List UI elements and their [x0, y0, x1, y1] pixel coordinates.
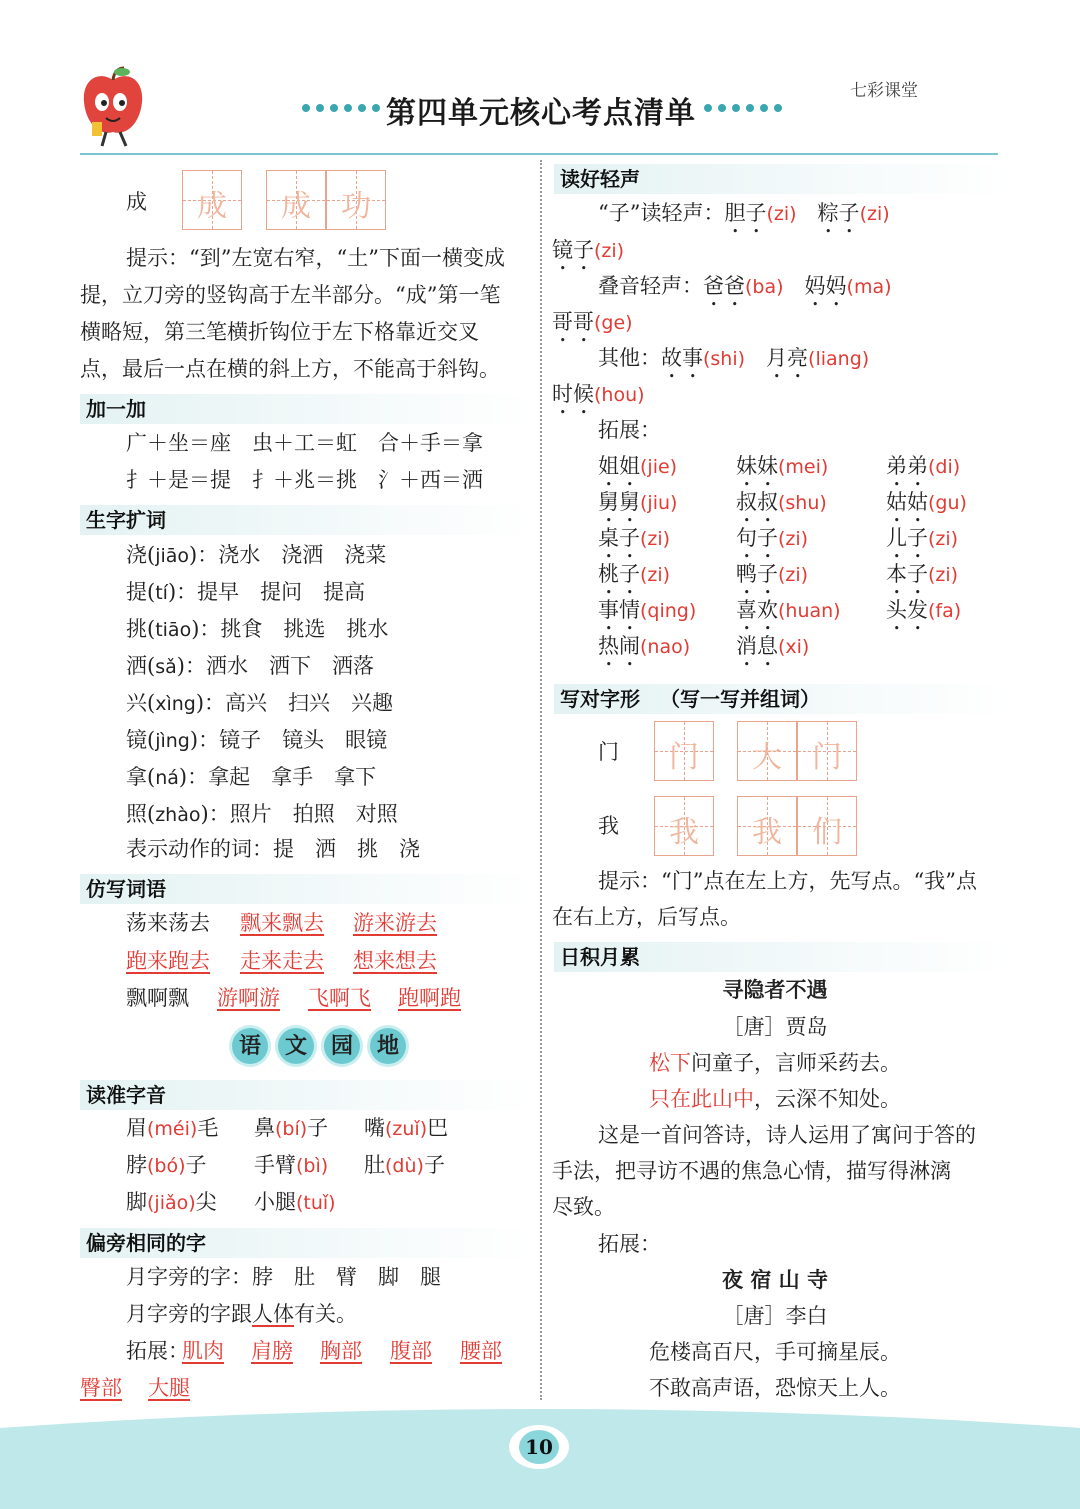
pinyin: (ge): [594, 312, 633, 334]
qingsheng-item: [886, 452, 960, 491]
phrase-answer: 走来走去: [240, 949, 324, 973]
extension-label: 拓展：: [598, 1232, 661, 1256]
section-header-duzhun: 读准字音: [80, 1080, 534, 1110]
words: 拿起 拿手 拿下: [208, 765, 377, 789]
banner-char: 地: [370, 1028, 406, 1064]
writing-grid-cell: 们: [797, 796, 857, 856]
char: 鼻: [254, 1116, 275, 1140]
pinyin: sǎ: [155, 656, 177, 678]
label: “子”读轻声：: [598, 201, 725, 225]
spacer: [745, 346, 766, 370]
paren: )：: [167, 580, 198, 604]
qingsheng-item: [598, 560, 670, 599]
qingsheng-line: [552, 308, 633, 347]
qingsheng-line: [552, 380, 645, 419]
extension-label: 拓展：: [126, 1339, 189, 1363]
char: 兴: [126, 691, 147, 715]
poem-line: 不敢高声语，恐惊天上人。: [649, 1376, 901, 1400]
char: 洒: [126, 654, 147, 678]
poem-author: ［唐］李白: [722, 1304, 828, 1328]
word: 胆子: [724, 201, 767, 225]
words: 洒水 洒下 洒落: [205, 654, 374, 678]
pinyin: (bí): [275, 1118, 308, 1140]
pinyin: (zi): [859, 203, 890, 225]
qingsheng-item: [598, 488, 677, 527]
char: 镜: [126, 728, 147, 752]
word: 爸爸: [703, 274, 745, 298]
char: 肚: [364, 1153, 385, 1177]
qingsheng-item: [736, 524, 808, 563]
tip-line: 提示：“到”左宽右窄，“土”下面一横变成: [126, 246, 505, 270]
words: 挑食 挑选 挑水: [220, 617, 389, 641]
qingsheng-item: [886, 524, 958, 563]
paren: )：: [189, 543, 219, 567]
qingsheng-item: [736, 560, 808, 599]
paren: (: [147, 543, 156, 567]
pinyin: xìng: [155, 693, 196, 715]
expand-word-row: [126, 689, 393, 718]
word: 事情: [598, 598, 640, 622]
spacer: [784, 274, 805, 298]
extension-word: 腰部: [460, 1339, 502, 1363]
char: 嘴: [364, 1116, 385, 1140]
pinyin: (xi): [778, 636, 810, 658]
word: 消息: [736, 634, 778, 658]
words: 镜子 镜头 眼镜: [219, 728, 388, 752]
extension-word: 臀部: [80, 1376, 122, 1400]
pinyin: (jiǎo): [147, 1192, 196, 1214]
radical-line: 月字旁的字：脖 肚 臂 脚 腿: [126, 1265, 441, 1289]
pinyin: (bì): [296, 1155, 329, 1177]
qingsheng-item: [598, 524, 670, 563]
pinyin: jiāo: [155, 545, 190, 567]
paren: )：: [195, 691, 226, 715]
writing-grid-cell: 我: [737, 796, 797, 856]
title-dots-left: [302, 104, 380, 114]
writing-char-wo: 我: [598, 814, 619, 838]
apple-mascot-icon: [78, 66, 148, 148]
section-header-zixing: 写对字形 （写一写并组词）: [554, 684, 1008, 714]
words: 照片 拍照 对照: [229, 802, 398, 826]
word: 妹妹: [736, 454, 778, 478]
tip-line: 提示：“门”点在左上方，先写点。“我”点: [598, 869, 977, 893]
word: 热闹: [598, 634, 640, 658]
title-dots-right: [704, 104, 782, 114]
pinyin: (tuǐ): [296, 1192, 336, 1214]
pinyin: (zi): [594, 240, 625, 262]
poem-title: 夜 宿 山 寺: [722, 1267, 828, 1292]
qingsheng-line: [598, 272, 892, 311]
pinyin: (fa): [928, 600, 962, 622]
paren: (: [147, 580, 156, 604]
char: 浇: [126, 543, 147, 567]
char: 脚: [126, 1190, 147, 1214]
word: 哥哥: [552, 310, 594, 334]
writing-grid-cell: 门: [797, 721, 857, 781]
word: 儿子: [886, 526, 928, 550]
qingsheng-line: [552, 236, 624, 275]
qingsheng-item: [886, 596, 961, 635]
writing-char-cheng: 成: [126, 190, 147, 214]
phrase-answer: 飘来飘去: [240, 911, 324, 935]
word: 时候: [552, 382, 594, 406]
poem-desc: 这是一首问答诗，诗人运用了寓问于答的: [598, 1123, 976, 1147]
banner-char: 语: [232, 1028, 268, 1064]
phrase-answer: 想来想去: [353, 949, 437, 973]
brand-label: 七彩课堂: [850, 81, 918, 101]
words: 浇水 浇洒 浇菜: [218, 543, 387, 567]
extension-word: 胸部: [320, 1339, 362, 1363]
pinyin: (shi): [703, 348, 746, 370]
paren: (: [147, 617, 156, 641]
expand-word-row: [126, 763, 376, 792]
qingsheng-item: [886, 560, 958, 599]
qingsheng-item: [736, 596, 841, 635]
char: 小腿: [254, 1190, 296, 1214]
pinyin: jìng: [155, 730, 190, 752]
phrase-answer: 游啊游: [217, 986, 280, 1010]
section-header-kuoci: 生字扩词: [80, 505, 534, 535]
label: 叠音轻声：: [598, 274, 703, 298]
pinyin: (dù): [385, 1155, 424, 1177]
word: 粽子: [817, 201, 860, 225]
paren: )：: [189, 728, 220, 752]
poem-line: 危楼高百尺，手可摘星辰。: [649, 1340, 901, 1364]
char: 巴: [427, 1116, 449, 1140]
pronounce-item: [254, 1151, 328, 1180]
char: 脖: [126, 1153, 147, 1177]
pinyin: (zuǐ): [385, 1118, 428, 1140]
word: 镜子: [552, 238, 594, 262]
pinyin: (jiu): [640, 492, 678, 514]
paren: (: [147, 802, 156, 826]
equation-row: 广＋坐＝座 虫＋工＝虹 合＋手＝拿: [126, 431, 483, 455]
qingsheng-item: [736, 452, 828, 491]
expand-word-row: [126, 541, 386, 570]
pronounce-item: [364, 1114, 448, 1143]
word: 头发: [886, 598, 928, 622]
action-words: 表示动作的词：提 洒 挑 浇: [126, 837, 420, 861]
section-header-jiayijia: 加一加: [80, 394, 534, 424]
writing-grid-cell: 门: [654, 721, 714, 781]
words: 高兴 扫兴 兴趣: [225, 691, 394, 715]
extension-word: 肌肉: [182, 1339, 224, 1363]
paren: (: [147, 654, 156, 678]
paren: (: [147, 691, 156, 715]
qingsheng-item: [598, 632, 690, 671]
writing-grid-cell: 成: [266, 170, 326, 230]
word: 舅舅: [598, 490, 640, 514]
phrase-answer: 跑来跑去: [126, 949, 210, 973]
char: 手臂: [254, 1153, 296, 1177]
word: 喜欢: [736, 598, 778, 622]
pronounce-item: [126, 1114, 218, 1143]
phrase-answer: 飞啊飞: [308, 986, 371, 1010]
phrase-example: 飘啊飘: [126, 986, 189, 1010]
char: 子: [423, 1153, 445, 1177]
radical-note: 月字旁的字跟人体有关。: [126, 1302, 357, 1326]
expand-word-row: [126, 800, 398, 829]
word: 弟弟: [886, 454, 928, 478]
pinyin: tiāo: [155, 619, 192, 641]
pronounce-item: [126, 1188, 217, 1217]
writing-grid-cell: 成: [182, 170, 242, 230]
word: 妈妈: [804, 274, 847, 298]
equation-row: 扌＋是＝提 扌＋兆＝挑 氵＋西＝洒: [126, 468, 483, 492]
extension-word: 腹部: [390, 1339, 432, 1363]
phrase-example: 荡来荡去: [126, 911, 210, 935]
word: 句子: [736, 526, 778, 550]
expand-word-row: [126, 652, 374, 681]
pinyin: zhào: [155, 804, 201, 826]
pinyin: (zi): [928, 564, 959, 586]
qingsheng-item: [736, 632, 809, 671]
banner-char: 园: [324, 1028, 360, 1064]
page-number: 10: [525, 1435, 553, 1459]
pinyin: (mei): [778, 456, 829, 478]
char: 挑: [126, 617, 147, 641]
pinyin: (ba): [745, 276, 784, 298]
char: 毛: [197, 1116, 219, 1140]
qingsheng-line: [598, 344, 869, 383]
banner-char: 文: [278, 1028, 314, 1064]
pinyin: (hou): [594, 384, 645, 406]
poem-line: 只在此山中，云深不知处。: [649, 1087, 901, 1111]
tip-line: 提，立刀旁的竖钩高于左半部分。“成”第一笔: [80, 283, 501, 307]
extension-word: 肩膀: [251, 1339, 293, 1363]
qingsheng-item: [598, 452, 677, 491]
writing-grid-cell: 功: [326, 170, 386, 230]
pronounce-item: [254, 1114, 328, 1143]
section-header-riji: 日积月累: [554, 942, 1008, 972]
paren: (: [147, 728, 156, 752]
paren: (: [147, 765, 156, 789]
pinyin: tí: [155, 582, 168, 604]
paren: )：: [176, 654, 206, 678]
phrase-answer: 游来游去: [353, 911, 437, 935]
qingsheng-line: [598, 199, 890, 238]
word: 桃子: [598, 562, 640, 586]
page-title: 第四单元核心考点清单: [386, 96, 696, 131]
writing-char-men: 门: [598, 740, 619, 764]
word: 月亮: [766, 346, 809, 370]
char: 提: [126, 580, 147, 604]
char: 眉: [126, 1116, 147, 1140]
char: 拿: [126, 765, 147, 789]
poem-author: ［唐］贾岛: [722, 1015, 828, 1039]
qingsheng-item: [736, 488, 827, 527]
poem-desc: 手法，把寻访不遇的焦急心情，描写得淋漓: [552, 1159, 951, 1183]
pronounce-item: [364, 1151, 445, 1180]
pinyin: (gu): [928, 492, 967, 514]
section-header-fangxie: 仿写词语: [80, 874, 534, 904]
word: 叔叔: [736, 490, 778, 514]
extension-label: 拓展：: [598, 418, 661, 442]
char: 子: [307, 1116, 329, 1140]
pinyin: (bó): [147, 1155, 186, 1177]
poem-desc: 尽致。: [552, 1195, 615, 1219]
pinyin: (huan): [778, 600, 841, 622]
poem-title: 寻隐者不遇: [722, 977, 828, 1002]
tip-line: 点，最后一点在横的斜上方，不能高于斜钩。: [80, 357, 500, 381]
char: 子: [185, 1153, 207, 1177]
pinyin: (ma): [846, 276, 892, 298]
qingsheng-item: [886, 488, 967, 527]
paren: )：: [178, 765, 209, 789]
section-header-qingsheng: 读好轻声: [554, 164, 1008, 194]
pinyin: (nao): [640, 636, 691, 658]
paren: )：: [191, 617, 221, 641]
expand-word-row: [126, 578, 365, 607]
column-divider: [540, 160, 542, 1400]
pinyin: (zi): [640, 564, 671, 586]
char: 尖: [195, 1190, 217, 1214]
pronounce-item: [254, 1188, 336, 1217]
pronounce-item: [126, 1151, 207, 1180]
tip-line: 在右上方，后写点。: [552, 905, 741, 929]
extension-word: 大腿: [148, 1376, 190, 1400]
writing-grid-cell: 大: [737, 721, 797, 781]
pinyin: ná: [155, 767, 179, 789]
spacer: [797, 201, 818, 225]
paren: )：: [200, 802, 230, 826]
pinyin: (shu): [778, 492, 827, 514]
label: 其他：: [598, 346, 661, 370]
pinyin: (di): [928, 456, 961, 478]
section-header-pianpang: 偏旁相同的字: [80, 1228, 534, 1258]
expand-word-row: [126, 615, 388, 644]
header-divider: [80, 153, 998, 155]
pinyin: (méi): [147, 1118, 198, 1140]
tip-line: 横略短，第三笔横折钩位于左下格靠近交叉: [80, 320, 479, 344]
phrase-answer: 跑啊跑: [398, 986, 461, 1010]
pinyin: (qing): [640, 600, 697, 622]
pinyin: (zi): [928, 528, 959, 550]
word: 桌子: [598, 526, 640, 550]
poem-line: 松下问童子，言师采药去。: [649, 1051, 901, 1075]
pinyin: (liang): [808, 348, 870, 370]
word: 故事: [661, 346, 703, 370]
yuwen-yuandi-banner: [232, 1028, 406, 1064]
pinyin: (zi): [778, 528, 809, 550]
word: 本子: [886, 562, 928, 586]
pinyin: (zi): [778, 564, 809, 586]
qingsheng-item: [598, 596, 696, 635]
word: 鸭子: [736, 562, 778, 586]
words: 提早 提问 提高: [197, 580, 366, 604]
word: 姑姑: [886, 490, 928, 514]
expand-word-row: [126, 726, 387, 755]
writing-grid-cell: 我: [654, 796, 714, 856]
pinyin: (zi): [766, 203, 797, 225]
char: 照: [126, 802, 147, 826]
pinyin: (zi): [640, 528, 671, 550]
pinyin: (jie): [640, 456, 678, 478]
word: 姐姐: [598, 454, 640, 478]
